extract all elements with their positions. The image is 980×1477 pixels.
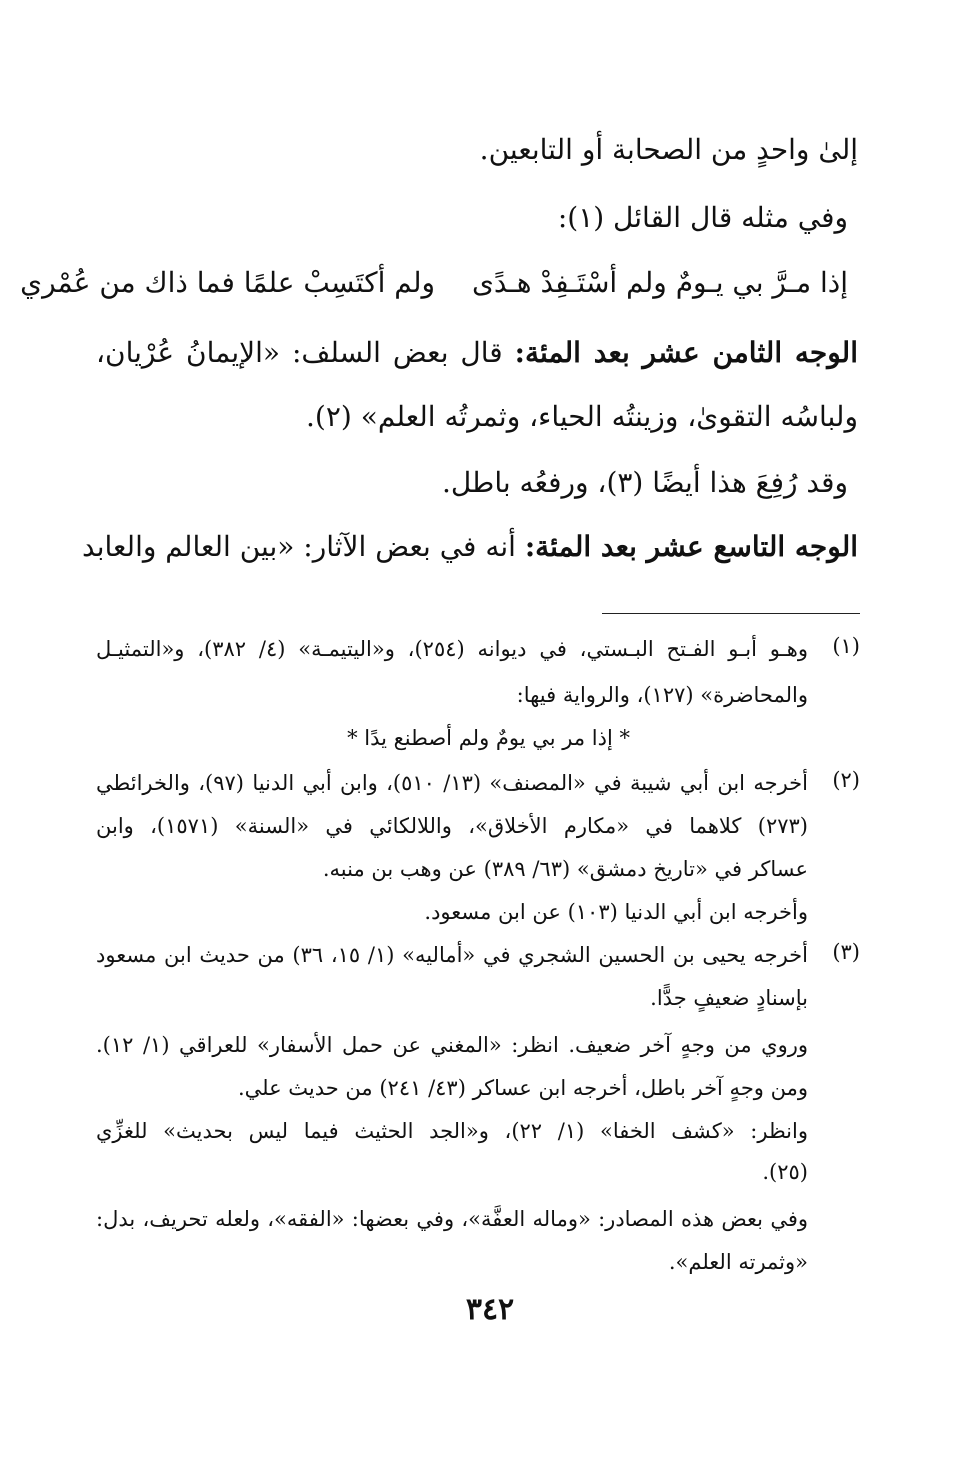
footnote-separator (602, 613, 860, 614)
footnote-3-line-8: «وثمرته العلم». (668, 1250, 808, 1274)
text-line-6: وقد رُفِعَ هذا أيضًا (٣)، ورفعُه باطل. (441, 466, 848, 499)
footnote-2-line-1: أخرجه ابن أبي شيبة في «المصنف» (١٣/ ٥١٠)، وابن أبي الدنيا (٩٧)، والخرائطي (96, 771, 808, 795)
footnote-3-line-5: وانظر: «كشف الخفا» (١/ ٢٢)، و«الجد الحثيث فيما ليس بحديث» للغزِّي (96, 1119, 808, 1143)
footnote-1-verse: * إذا مر بي يومٌ ولم أصطنع يدًا * (347, 726, 630, 750)
footnote-3-line-6: (٢٥). (762, 1160, 808, 1184)
footnote-3-line-4: ومن وجهٍ آخر باطل، أخرجه ابن عساكر (٤٣/ ٢٤١) من حديث علي. (237, 1076, 808, 1100)
page-number: ٣٤٢ (465, 1292, 515, 1327)
footnote-2-line-2: (٢٧٣) كلاهما في «مكارم الأخلاق»، واللالكائي في «السنة» (١٥٧١)، وابن (96, 814, 808, 838)
text-line-1: إلىٰ واحدٍ من الصحابة أو التابعين. (479, 133, 858, 166)
text-line-7-rest: أنه في بعض الآثار: «بين العالم والعابد (82, 530, 525, 563)
text-line-2: وفي مثله قال القائل (١): (557, 201, 848, 234)
footnote-1-line-1: وهـو أبـو الفـتح البـستي، في ديوانه (٢٥٤)، و«اليتيمـة» (٤/ ٣٨٢)، و«التمثيـل (96, 637, 808, 661)
poem-hemistich-first: إذا مـرَّ بي يـومٌ ولم أسْتَـفِدْ هـدًى (471, 266, 848, 299)
footnote-2-line-3: عساكر في «تاريخ دمشق» (٦٣/ ٣٨٩) عن وهب بن منبه. (322, 857, 808, 881)
text-line-4-rest: قال بعض السلف: «الإيمانُ عُرْيان، (96, 336, 515, 369)
footnote-1-number: (١) (832, 634, 860, 658)
poem-hemistich-second: ولم أكتَسِبْ علمًا فما ذاك من عُمْري (20, 266, 435, 299)
footnote-3-line-3: وروي من وجهٍ آخر ضعيف. انظر: «المغني عن حمل الأسفار» للعراقي (١/ ١٢). (96, 1033, 808, 1057)
text-line-4 (96, 333, 858, 373)
section-heading-118: الوجه الثامن عشر بعد المئة: (514, 336, 858, 369)
section-heading-119: الوجه التاسع عشر بعد المئة: (524, 530, 858, 563)
footnote-1-line-2: والمحاضرة» (١٢٧)، والرواية فيها: (516, 683, 808, 707)
footnote-2-line-4: وأخرجه ابن أبي الدنيا (١٠٣) عن ابن مسعود. (424, 900, 808, 924)
footnote-3-line-1: أخرجه يحيى بن الحسين الشجري في «أماليه» (١/ ١٥، ٣٦) من حديث ابن مسعود (96, 943, 808, 967)
footnote-3-line-2: بإسنادٍ ضعيفٍ جدًّا. (650, 986, 808, 1010)
text-line-7 (82, 527, 858, 567)
footnote-3-line-7: وفي بعض هذه المصادر: «وماله العفَّة»، وفي بعضها: «الفقه»، ولعله تحريف، بدل: (96, 1207, 808, 1231)
footnote-3-number: (٣) (832, 940, 860, 964)
text-line-5: ولباسُه التقوىٰ، وزينتُه الحياء، وثمرتُه العلم» (٢). (306, 400, 858, 433)
footnote-2-number: (٢) (832, 768, 860, 792)
